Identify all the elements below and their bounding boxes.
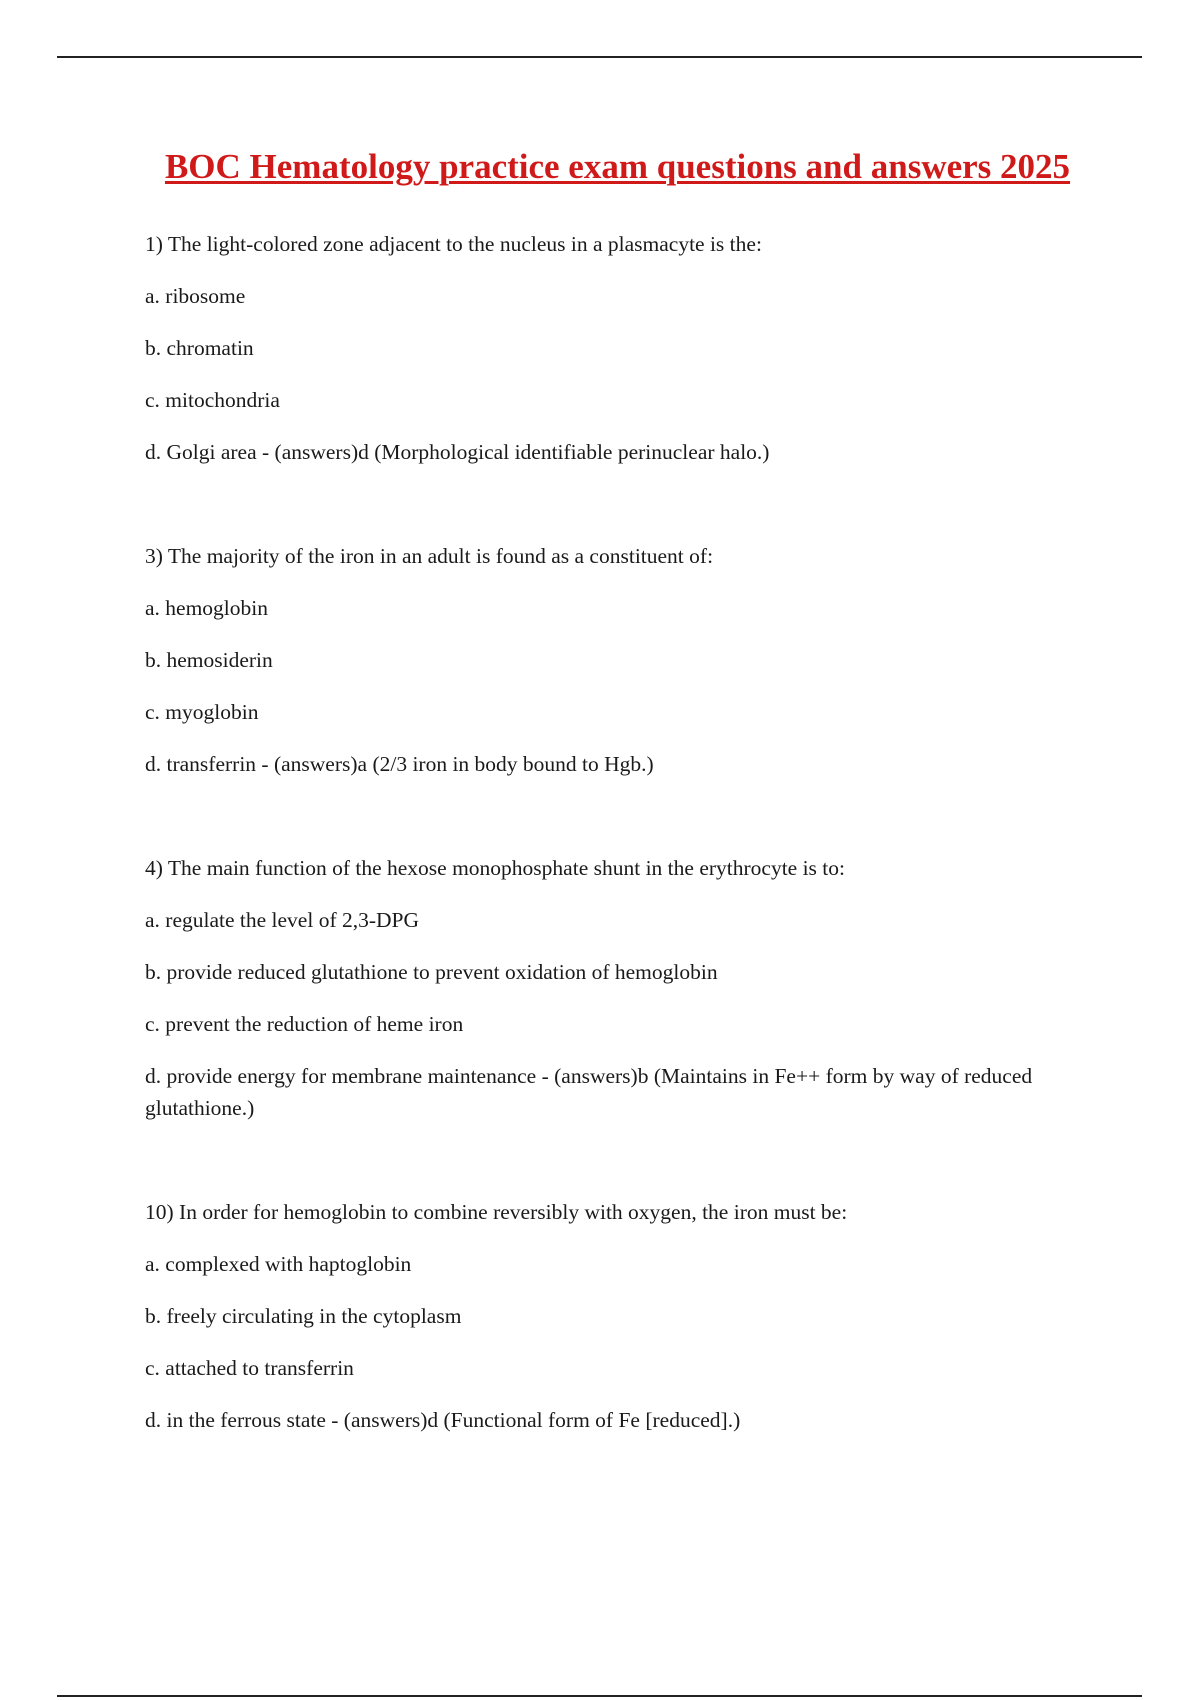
question-text: 1) The light-colored zone adjacent to the nucleus in a plasmacyte is the: bbox=[145, 232, 762, 256]
answer-option-d: d. transferrin - (answers)a (2/3 iron in body bound to Hgb.) bbox=[145, 752, 654, 776]
answer-option-d: d. provide energy for membrane maintenance - (answers)b (Maintains in Fe++ form by way of reduced glutathione.) bbox=[145, 1064, 1033, 1120]
question-list bbox=[145, 228, 1090, 1436]
question-3 bbox=[145, 540, 1090, 780]
question-10 bbox=[145, 1196, 1090, 1436]
answer-option-a: a. regulate the level of 2,3-DPG bbox=[145, 908, 420, 932]
question-4 bbox=[145, 852, 1090, 1124]
answer-option-d: d. Golgi area - (answers)d (Morphological identifiable perinuclear halo.) bbox=[145, 440, 770, 464]
answer-option-d: d. in the ferrous state - (answers)d (Functional form of Fe [reduced].) bbox=[145, 1408, 741, 1432]
document-title: BOC Hematology practice exam questions and answers 2025 bbox=[164, 147, 1071, 186]
answer-option-c: c. attached to transferrin bbox=[145, 1356, 354, 1380]
answer-option-b: b. provide reduced glutathione to prevent oxidation of hemoglobin bbox=[145, 960, 718, 984]
answer-option-b: b. chromatin bbox=[145, 336, 254, 360]
answer-option-b: b. hemosiderin bbox=[145, 648, 273, 672]
top-divider bbox=[57, 56, 1142, 58]
answer-option-a: a. hemoglobin bbox=[145, 596, 269, 620]
question-1 bbox=[145, 228, 1090, 468]
question-text: 4) The main function of the hexose monophosphate shunt in the erythrocyte is to: bbox=[145, 856, 845, 880]
answer-option-a: a. ribosome bbox=[145, 284, 246, 308]
bottom-divider bbox=[57, 1695, 1142, 1697]
answer-option-c: c. mitochondria bbox=[145, 388, 280, 412]
answer-option-a: a. complexed with haptoglobin bbox=[145, 1252, 412, 1276]
answer-option-c: c. myoglobin bbox=[145, 700, 259, 724]
question-text: 10) In order for hemoglobin to combine reversibly with oxygen, the iron must be: bbox=[145, 1200, 848, 1224]
question-text: 3) The majority of the iron in an adult is found as a constituent of: bbox=[145, 544, 714, 568]
answer-option-b: b. freely circulating in the cytoplasm bbox=[145, 1304, 462, 1328]
answer-option-c: c. prevent the reduction of heme iron bbox=[145, 1012, 464, 1036]
